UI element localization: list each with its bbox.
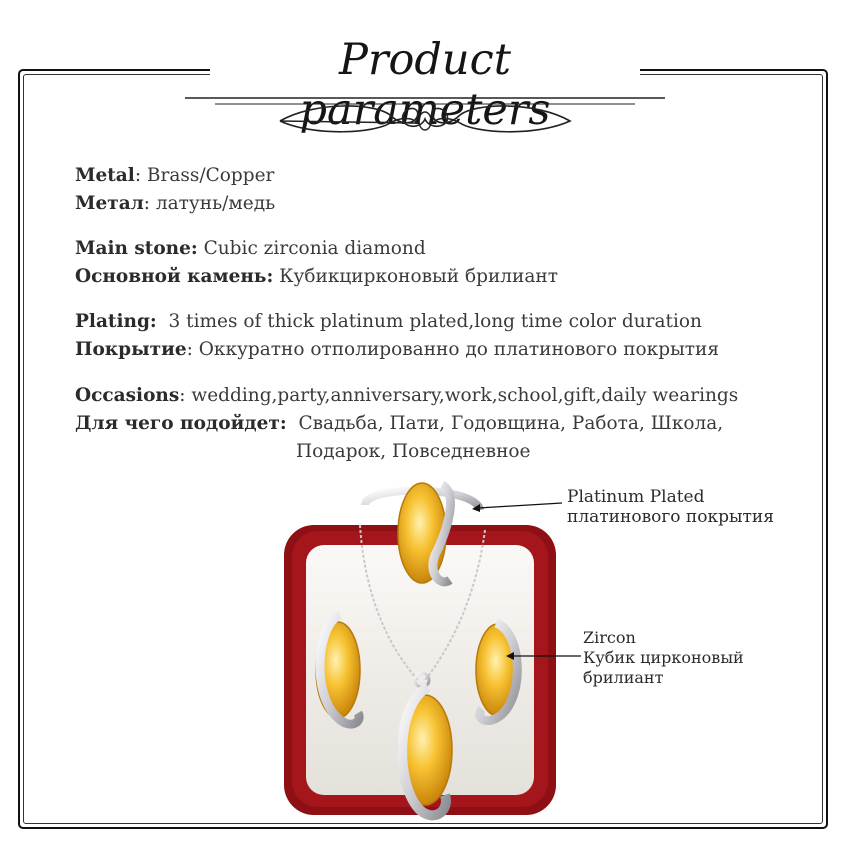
value-occasions-ru: Свадьба, Пати, Годовщина, Работа, Школа, — [286, 413, 724, 434]
value-plating-ru: : Оккуратно отполированно до платинового покрытия — [186, 339, 720, 360]
label-stone-ru: Основной камень: — [75, 266, 274, 287]
callout-zircon-ru-2: брилиант — [583, 668, 664, 687]
page-title: Product parameters — [299, 35, 551, 135]
callout-zircon-en: Zircon — [583, 628, 636, 647]
param-metal — [75, 162, 275, 218]
value-occasions-en: : wedding,party,anniversary,work,school,gift,daily wearings — [179, 385, 739, 406]
callout-zircon-ru-1: Кубик цирконовый — [583, 648, 744, 667]
label-plating-en: Plating: — [75, 311, 157, 332]
param-main-stone — [75, 235, 558, 291]
label-occasions-ru: Для чего подойдет: — [75, 413, 287, 434]
label-plating-ru: Покрытие — [75, 339, 187, 360]
label-metal-ru: Метал — [75, 193, 144, 214]
param-occasions — [75, 382, 738, 466]
value-stone-en: Cubic zirconia diamond — [197, 238, 426, 259]
label-occasions-en: Occasions — [75, 385, 180, 406]
flourish-ornament — [185, 93, 665, 138]
zircon-pointer — [505, 650, 585, 664]
callout-plating-ru: платинового покрытия — [567, 507, 774, 527]
label-metal-en: Metal — [75, 165, 135, 186]
callout-plating-en: Platinum Plated — [567, 487, 705, 507]
label-stone-en: Main stone: — [75, 238, 198, 259]
value-metal-en: : Brass/Copper — [134, 165, 275, 186]
callout-plating — [567, 487, 774, 527]
value-stone-ru: Кубикцирконовый брилиант — [273, 266, 558, 287]
plating-pointer — [470, 500, 570, 520]
callout-zircon — [583, 628, 744, 688]
param-plating — [75, 308, 719, 364]
value-plating-en: 3 times of thick platinum plated,long time color duration — [156, 311, 702, 332]
value-occasions-ru-line2: Подарок, Повседневное — [296, 441, 531, 462]
value-metal-ru: : латунь/медь — [143, 193, 276, 214]
